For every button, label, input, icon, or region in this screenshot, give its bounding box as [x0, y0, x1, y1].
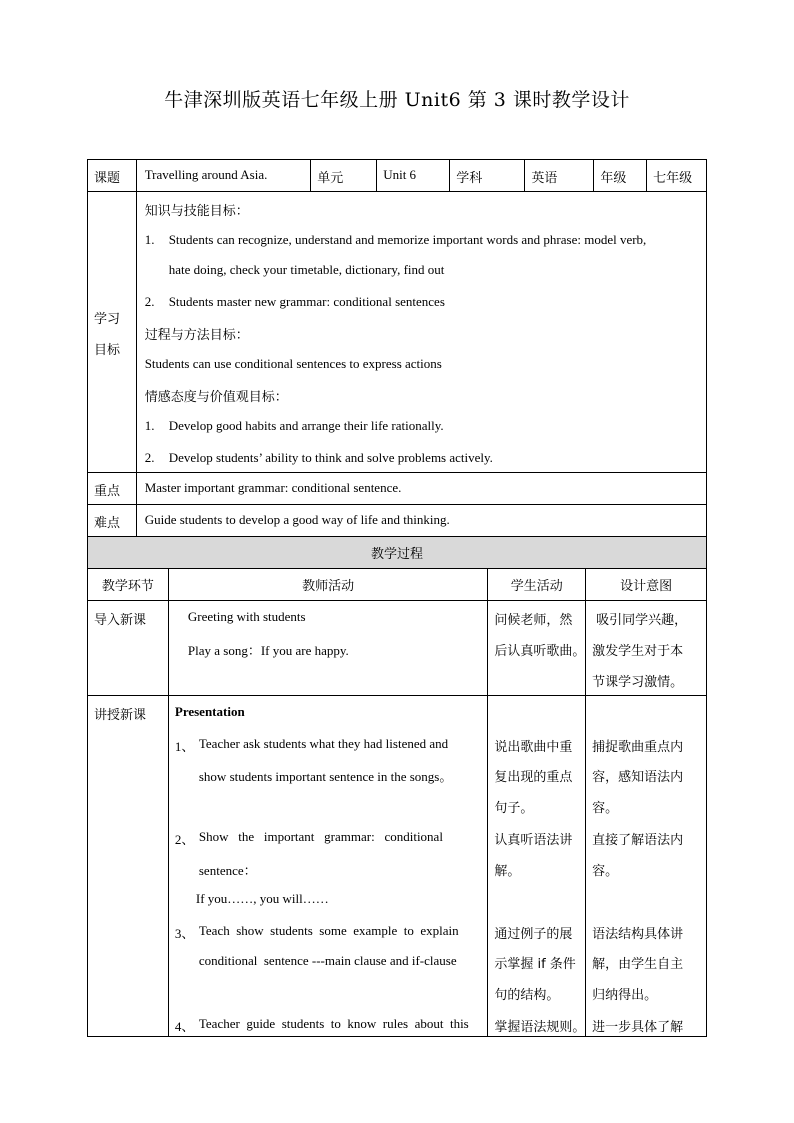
step-3-intent-line-1: 语法结构具体讲 — [592, 927, 684, 942]
intro-intent-cell — [586, 601, 707, 696]
intro-student-line-2: 后认真听歌曲。 — [494, 644, 586, 659]
difficulty-cell — [136, 505, 706, 537]
grade-value-cell — [647, 160, 707, 192]
step-2-line-3: If you……, you will…… — [195, 891, 329, 906]
step-2-line-1: Show the important grammar: conditional — [198, 829, 443, 844]
process-text: Students can use conditional sentences to express actions — [144, 356, 442, 371]
difficulty-label: 难点 — [94, 516, 121, 531]
step-1-intent-line-2: 容，感知语法内 — [592, 770, 684, 785]
grade-label-cell — [594, 160, 647, 192]
intro-teacher-line-1: Greeting with students — [187, 609, 306, 624]
topic-label-cell — [88, 160, 137, 192]
difficulty-text: Guide students to develop a good way of life and thinking. — [144, 512, 450, 527]
header-intent-cell — [586, 569, 707, 601]
step-3-intent-line-3: 归纳得出。 — [592, 988, 658, 1003]
intro-student-cell — [488, 601, 586, 696]
unit-label-cell — [311, 160, 377, 192]
objectives-label-2: 目标 — [94, 343, 121, 358]
header-student-cell — [488, 569, 586, 601]
step-3-student-line-1: 通过例子的展 — [494, 927, 573, 942]
knowledge-item-1-number: 1. — [144, 232, 155, 247]
objectives-label-1: 学习 — [94, 312, 121, 327]
header-teacher: 教师活动 — [302, 579, 355, 594]
objectives-label-cell — [88, 192, 137, 473]
objectives-content-cell — [136, 192, 706, 473]
intro-student-line-1: 问候老师，然 — [494, 613, 573, 628]
step-3-student-line-3: 句的结构。 — [494, 988, 560, 1003]
knowledge-item-2: Students master new grammar: conditional sentences — [168, 294, 445, 309]
step-2-number: 2、 — [174, 832, 195, 847]
intro-teacher-cell — [168, 601, 487, 696]
knowledge-item-2-number: 2. — [144, 294, 155, 309]
step-4-student-line-1: 掌握语法规则。 — [494, 1020, 586, 1035]
intro-intent-line-3: 节课学习激情。 — [592, 675, 684, 690]
subject-label: 学科 — [456, 171, 483, 186]
topic-value: Travelling around Asia. — [144, 167, 268, 182]
emotion-item-2-number: 2. — [144, 450, 155, 465]
process-heading: 过程与方法目标： — [144, 328, 249, 343]
step-2-student-line-1: 认真听语法讲 — [494, 833, 573, 848]
intro-intent-line-2: 激发学生对于本 — [592, 644, 684, 659]
step-1-line-1: Teacher ask students what they had listened and — [198, 736, 449, 751]
step-2-line-2: sentence： — [198, 863, 257, 878]
topic-label: 课题 — [94, 171, 121, 186]
subject-value-cell — [525, 160, 594, 192]
header-intent: 设计意图 — [620, 579, 673, 594]
intro-intent-line-1: 吸引同学兴趣， — [596, 613, 688, 628]
emotion-item-1-number: 1. — [144, 418, 155, 433]
key-point-label-cell — [88, 473, 137, 505]
subject-value: 英语 — [531, 171, 558, 186]
teach-intent-cell — [586, 696, 707, 1037]
header-stage: 教学环节 — [101, 579, 154, 594]
emotion-heading: 情感态度与价值观目标： — [144, 390, 288, 405]
step-1-student-line-1: 说出歌曲中重 — [494, 740, 573, 755]
step-4-line-1: Teacher guide students to know rules about this — [198, 1016, 469, 1031]
document-title: 牛津深圳版英语七年级上册 Unit6 第 3 课时教学设计 — [164, 89, 630, 111]
process-band — [88, 537, 707, 569]
emotion-item-1: Develop good habits and arrange their life rationally. — [168, 418, 444, 433]
grade-value: 七年级 — [653, 171, 693, 186]
header-teacher-cell — [168, 569, 487, 601]
teach-stage: 讲授新课 — [94, 708, 147, 723]
emotion-item-2: Develop students’ ability to think and solve problems actively. — [168, 450, 493, 465]
step-1-number: 1、 — [174, 739, 195, 754]
unit-label: 单元 — [317, 171, 344, 186]
step-1-line-2: show students important sentence in the songs。 — [198, 769, 453, 784]
intro-stage: 导入新课 — [94, 613, 147, 628]
step-1-intent-line-1: 捕捉歌曲重点内 — [592, 740, 684, 755]
step-4-number: 4、 — [174, 1019, 195, 1034]
step-1-intent-line-3: 容。 — [592, 801, 619, 816]
knowledge-heading: 知识与技能目标： — [144, 204, 249, 219]
process-band-title: 教学过程 — [370, 547, 423, 562]
step-3-intent-line-2: 解，由学生自主 — [592, 957, 684, 972]
teach-teacher-cell — [168, 696, 487, 1037]
teach-stage-cell — [88, 696, 169, 1037]
topic-value-cell — [136, 160, 311, 192]
subject-label-cell — [450, 160, 525, 192]
step-1-student-line-2: 复出现的重点 — [494, 770, 573, 785]
step-2-student-line-2: 解。 — [494, 864, 521, 879]
header-student: 学生活动 — [510, 579, 563, 594]
teach-student-cell — [488, 696, 586, 1037]
step-1-student-line-3: 句子。 — [494, 801, 534, 816]
step-4-intent-line-1: 进一步具体了解 — [592, 1020, 684, 1035]
header-stage-cell — [88, 569, 169, 601]
step-2-intent-line-2: 容。 — [592, 864, 619, 879]
unit-value-cell — [377, 160, 450, 192]
grade-label: 年级 — [600, 171, 627, 186]
intro-stage-cell — [88, 601, 169, 696]
teaching-process-table — [87, 536, 707, 1037]
key-point-cell — [136, 473, 706, 505]
step-3-line-2: conditional sentence ---main clause and if-clause — [198, 953, 457, 968]
difficulty-label-cell — [88, 505, 137, 537]
knowledge-item-1-line-2: hate doing, check your timetable, dictionary, find out — [168, 262, 445, 277]
unit-value: Unit 6 — [383, 167, 417, 182]
key-point-text: Master important grammar: conditional sentence. — [144, 480, 402, 495]
step-3-student-line-2: 示掌握 if 条件 — [494, 957, 576, 972]
knowledge-item-1-line-1: Students can recognize, understand and memorize important words and phrase: model verb, — [168, 232, 647, 247]
step-2-intent-line-1: 直接了解语法内 — [592, 833, 684, 848]
step-3-number: 3、 — [174, 926, 195, 941]
step-3-line-1: Teach show students some example to explain — [198, 923, 459, 938]
intro-teacher-line-2: Play a song：If you are happy. — [187, 643, 349, 658]
lesson-info-table — [87, 159, 707, 537]
presentation-heading: Presentation — [174, 704, 245, 719]
key-point-label: 重点 — [94, 484, 121, 499]
